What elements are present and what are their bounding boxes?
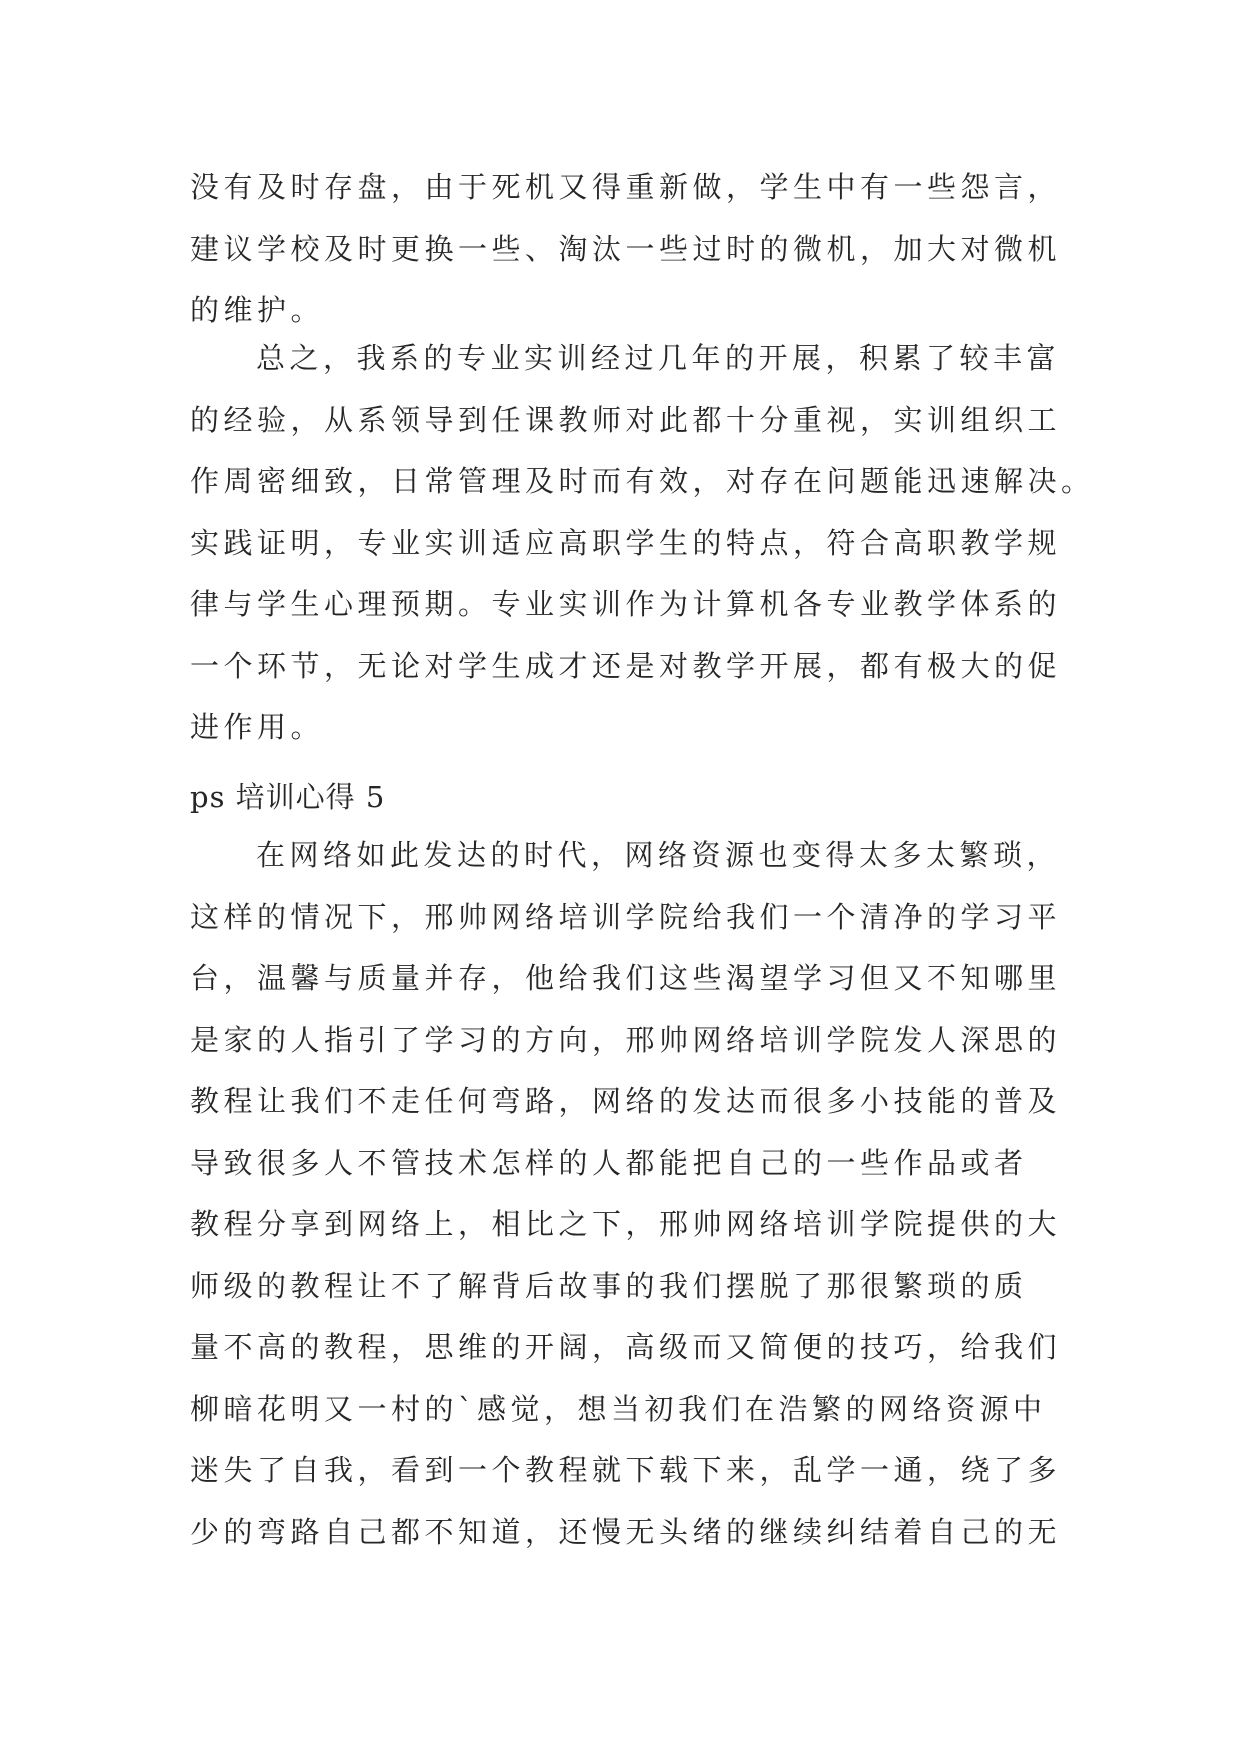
paragraph-continuation (190, 157, 1060, 342)
text-line: 没有及时存盘，由于死机又得重新做，学生中有一些怨言， (190, 170, 1062, 204)
text-line: 建议学校及时更换一些、淘汰一些过时的微机，加大对微机 (190, 231, 1062, 266)
paragraph-ps-training (190, 825, 1060, 1563)
text-line: 一个环节，无论对学生成才还是对教学开展，都有极大的促 (190, 648, 1062, 683)
text-line: 柳暗花明又一村的`感觉，想当初我们在浩繁的网络资源中 (190, 1391, 1047, 1426)
text-line: 的经验，从系领导到任课教师对此都十分重视，实训组织工 (190, 402, 1062, 437)
text-line: 少的弯路自己都不知道，还慢无头绪的继续纠结着自己的无 (190, 1514, 1062, 1549)
text-line: 实践证明，专业实训适应高职学生的特点，符合高职教学规 (190, 525, 1062, 560)
text-line: 的维护。 (190, 293, 325, 327)
section-heading: ps 培训心得 5 (190, 780, 386, 814)
text-line: 律与学生心理预期。专业实训作为计算机各专业教学体系的 (190, 587, 1062, 621)
text-line: 量不高的教程，思维的开阔，高级而又简便的技巧，给我们 (190, 1330, 1062, 1364)
text-line: 是家的人指引了学习的方向，邢帅网络培训学院发人深思的 (190, 1022, 1062, 1057)
text-line: 在网络如此发达的时代，网络资源也变得太多太繁琐， (256, 838, 1061, 872)
text-line: 台，温馨与质量并存，他给我们这些渴望学习但又不知哪里 (190, 961, 1062, 995)
text-line: 总之，我系的专业实训经过几年的开展，积累了较丰富 (256, 341, 1061, 375)
text-line: 进作用。 (190, 710, 325, 744)
text-line: 教程让我们不走任何弯路，网络的发达而很多小技能的普及 (190, 1084, 1062, 1118)
text-line: 这样的情况下，邢帅网络培训学院给我们一个清净的学习平 (190, 899, 1062, 934)
text-line: 师级的教程让不了解背后故事的我们摆脱了那很繁琐的质 (190, 1268, 1028, 1303)
text-line: 导致很多人不管技术怎样的人都能把自己的一些作品或者 (190, 1145, 1028, 1180)
text-line: 作周密细致，日常管理及时而有效，对存在问题能迅速解决。 (190, 464, 1095, 498)
text-line: 教程分享到网络上，相比之下，邢帅网络培训学院提供的大 (190, 1207, 1062, 1241)
paragraph-summary (190, 328, 1095, 759)
text-line: 迷失了自我，看到一个教程就下载下来，乱学一通，绕了多 (190, 1453, 1062, 1487)
